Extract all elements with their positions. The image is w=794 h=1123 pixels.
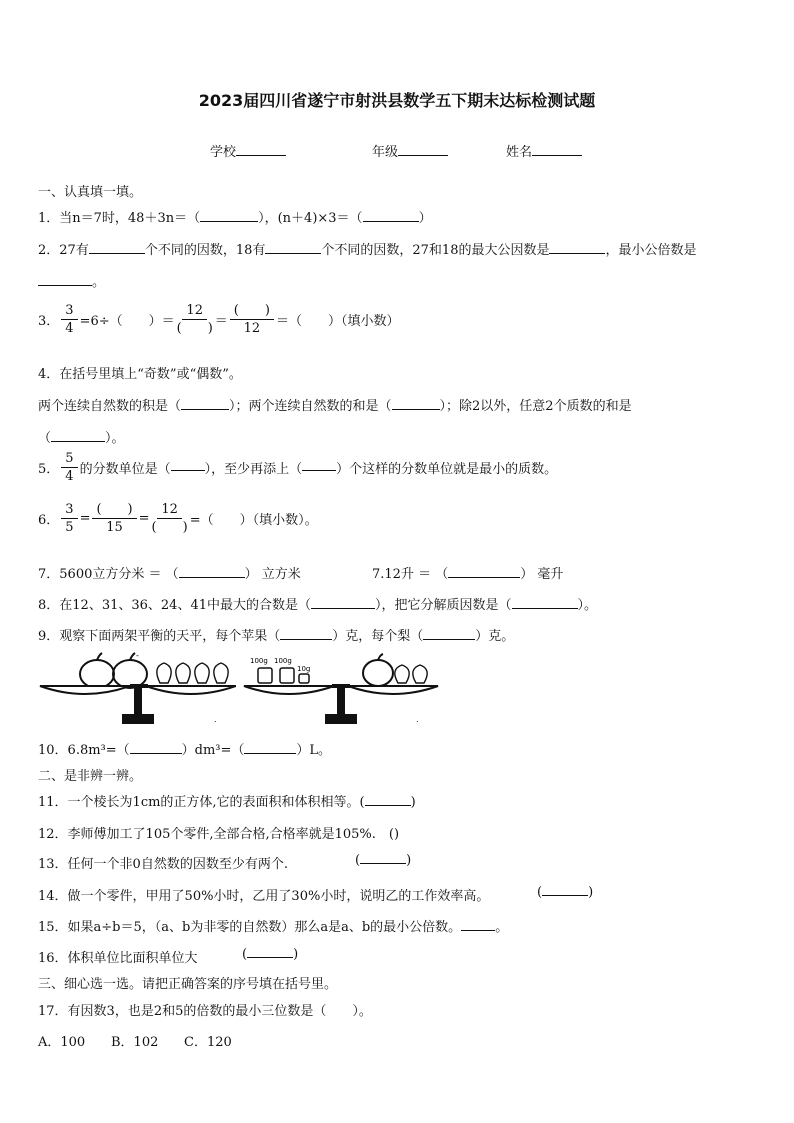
q9-blank-1[interactable]: [280, 639, 332, 640]
section-2-heading: 二、是非辨一辨。: [38, 769, 143, 784]
question-2-cont: [38, 271, 105, 290]
question-16: [38, 947, 198, 966]
question-11: [38, 791, 416, 810]
q9-blank-2[interactable]: [423, 639, 475, 640]
question-13-answer: [355, 853, 411, 868]
balance-scale-2-illustration: [240, 650, 440, 728]
question-17: 17．有因数3，也是2和5的倍数的最小三位数是（ ）。: [38, 1004, 372, 1019]
q7-text-d: ） 毫升: [520, 567, 564, 582]
q16-open-paren: (: [242, 947, 248, 962]
q6-equals-1: =: [79, 511, 91, 526]
q11-text-b: ): [410, 795, 416, 810]
q2-blank-3[interactable]: [549, 253, 605, 254]
q15-blank[interactable]: [461, 930, 495, 931]
name-field[interactable]: [506, 141, 582, 160]
q4-text-e: ）。: [105, 431, 125, 446]
question-6: [38, 503, 318, 534]
q11-text-a: 11．一个棱长为1cm的正方体,它的表面积和体积相等。(: [38, 795, 365, 810]
weight-label-2: 100g: [274, 657, 292, 665]
q6-equals-2: =: [138, 511, 150, 526]
svg-text:.: .: [416, 715, 419, 724]
q9-text-b: ）克，每个梨（: [332, 629, 424, 644]
q7-text-b: ） 立方米: [244, 567, 301, 582]
name-label: 姓名: [506, 145, 533, 160]
q13-open-paren: (: [355, 853, 361, 868]
q4-blank-2[interactable]: [392, 409, 440, 410]
q14-open-paren: (: [537, 885, 543, 900]
grade-field[interactable]: [372, 141, 448, 160]
q8-text-c: ）。: [577, 598, 598, 613]
question-7b: [372, 563, 563, 582]
q4-text-d: （: [38, 431, 52, 446]
q15-text-a: 15．如果a÷b＝5，（a、b为非零的自然数）那么a是a、b的最小公倍数。: [38, 920, 462, 935]
q5-text-a: 的分数单位是（: [79, 462, 171, 477]
q16-blank[interactable]: [247, 957, 293, 958]
grade-blank[interactable]: [398, 155, 448, 156]
question-5: [38, 452, 557, 483]
q8-blank-1[interactable]: [311, 608, 375, 609]
question-4-cont: [38, 427, 125, 446]
weight-label-1: 100g: [250, 657, 268, 665]
q14-close-paren: ): [588, 885, 594, 900]
q1-text-c: ）: [418, 211, 432, 226]
weight-label-3: 10g: [297, 665, 311, 673]
q13-close-paren: ): [406, 853, 412, 868]
question-7: [38, 563, 301, 582]
q10-text-b: ）dm³=（: [181, 743, 245, 758]
q5-blank-1[interactable]: [171, 470, 205, 471]
q15-text-b: 。: [495, 920, 509, 935]
question-15: [38, 916, 508, 935]
q8-blank-2[interactable]: [512, 608, 578, 609]
question-10: [38, 739, 331, 758]
question-9: [38, 625, 514, 644]
q5-text-c: ）个这样的分数单位就是最小的质数。: [336, 462, 558, 477]
q10-blank-1[interactable]: [130, 753, 182, 754]
question-4-stem: 4．在括号里填上“奇数”或“偶数”。: [38, 367, 242, 382]
q1-text-a: 1．当n＝7时，48＋3n＝（: [38, 211, 201, 226]
q9-text-a: 9．观察下面两架平衡的天平，每个苹果（: [38, 629, 281, 644]
q3-fraction-2: $\frac{12}{( )}$: [176, 303, 213, 336]
q5-fraction: $\frac{5}{4}$: [61, 452, 77, 483]
question-3: [38, 304, 399, 335]
q2-text-d: ，最小公倍数是: [605, 243, 697, 258]
q1-text-b: ），(n＋4)×3＝（: [258, 211, 363, 226]
q4-text-b: ）；两个连续自然数的和是（: [229, 399, 392, 414]
q6-fraction-2: $\frac{( )}{15}$: [92, 503, 136, 534]
question-14-answer: [537, 885, 593, 900]
name-blank[interactable]: [532, 155, 582, 156]
q7-blank-2[interactable]: [448, 577, 520, 578]
q2-blank-1[interactable]: [89, 253, 145, 254]
q17-option-b[interactable]: B．102: [111, 1035, 159, 1050]
q7-text-a: 7．5600立方分米 ＝ （: [38, 567, 179, 582]
school-label: 学校: [210, 145, 237, 160]
q5-blank-2[interactable]: [302, 470, 336, 471]
question-14: [38, 885, 489, 904]
q6-fraction-1: $\frac{3}{5}$: [61, 503, 77, 534]
q17-option-c[interactable]: C．120: [184, 1035, 232, 1050]
question-1: [38, 207, 432, 226]
q4-blank-3[interactable]: [51, 441, 105, 442]
q6-number: 6．: [38, 513, 60, 528]
q16-close-paren: ): [293, 947, 299, 962]
q13-blank[interactable]: [360, 863, 406, 864]
q6-text-b: =（ ）（填小数）。: [189, 513, 318, 528]
page-title: 2023届四川省遂宁市射洪县数学五下期末达标检测试题: [198, 91, 596, 110]
q17-option-a[interactable]: A．100: [38, 1035, 86, 1050]
svg-text:-: -: [136, 651, 139, 660]
q8-text-a: 8．在12、31、36、24、41中最大的合数是（: [38, 598, 311, 613]
question-16-answer: [242, 947, 298, 962]
q10-text-c: ）L。: [296, 743, 332, 758]
balance-scale-1-illustration: [36, 650, 236, 728]
q3-fraction-3: $\frac{( )}{12}$: [230, 304, 274, 335]
grade-label: 年级: [372, 145, 399, 160]
q1-blank-2[interactable]: [363, 221, 419, 222]
q13-text-a: 13．任何一个非0自然数的因数至少有两个.: [38, 857, 288, 872]
q14-text-a: 14．做一个零件，甲用了50%小时，乙用了30%小时，说明乙的工作效率高。: [38, 889, 490, 904]
q5-text-b: ），至少再添上（: [204, 462, 303, 477]
q11-blank[interactable]: [365, 805, 411, 806]
q2-text-a: 2．27有: [38, 243, 89, 258]
q3-number: 3．: [38, 314, 60, 329]
q7-blank-1[interactable]: [179, 577, 245, 578]
q2-blank-4[interactable]: [38, 285, 92, 286]
q3-text-a: =6÷（ ）＝: [79, 314, 175, 329]
q1-blank-1[interactable]: [200, 221, 258, 222]
q2-text-e: 。: [92, 275, 106, 290]
q5-number: 5．: [38, 462, 60, 477]
question-4: [38, 395, 632, 414]
question-8: [38, 594, 597, 613]
school-field[interactable]: [210, 141, 286, 160]
question-13: [38, 853, 288, 872]
svg-text:.: .: [214, 715, 217, 724]
q10-blank-2[interactable]: [244, 753, 296, 754]
q6-fraction-3: $\frac{12}{( )}$: [151, 502, 188, 535]
q14-blank[interactable]: [542, 895, 588, 896]
q2-blank-2[interactable]: [265, 253, 321, 254]
question-2: [38, 239, 696, 258]
question-12: 12．李师傅加工了105个零件,全部合格,合格率就是105%. (): [38, 827, 400, 842]
q16-text-a: 16．体积单位比面积单位大: [38, 951, 198, 966]
school-blank[interactable]: [236, 155, 286, 156]
section-3-heading: 三、细心选一选。请把正确答案的序号填在括号里。: [38, 977, 338, 992]
q10-text-a: 10．6.8m³=（: [38, 743, 130, 758]
q2-text-c: 个不同的因数，27和18的最大公因数是: [321, 243, 550, 258]
q4-text-a: 两个连续自然数的积是（: [38, 399, 182, 414]
q3-fraction-1: $\frac{3}{4}$: [61, 304, 77, 335]
q3-text-b: ＝（ ）（填小数）: [275, 314, 400, 329]
q3-equals: ＝: [214, 314, 228, 329]
q7-text-c: 7.12升 ＝ （: [372, 567, 449, 582]
section-1-heading: 一、认真填一填。: [38, 185, 143, 200]
q9-text-c: ）克。: [475, 629, 515, 644]
q4-blank-1[interactable]: [181, 409, 229, 410]
q4-text-c: ）；除2以外，任意2个质数的和是: [439, 399, 632, 414]
q2-text-b: 个不同的因数，18有: [144, 243, 266, 258]
q8-text-b: ），把它分解质因数是（: [374, 598, 512, 613]
